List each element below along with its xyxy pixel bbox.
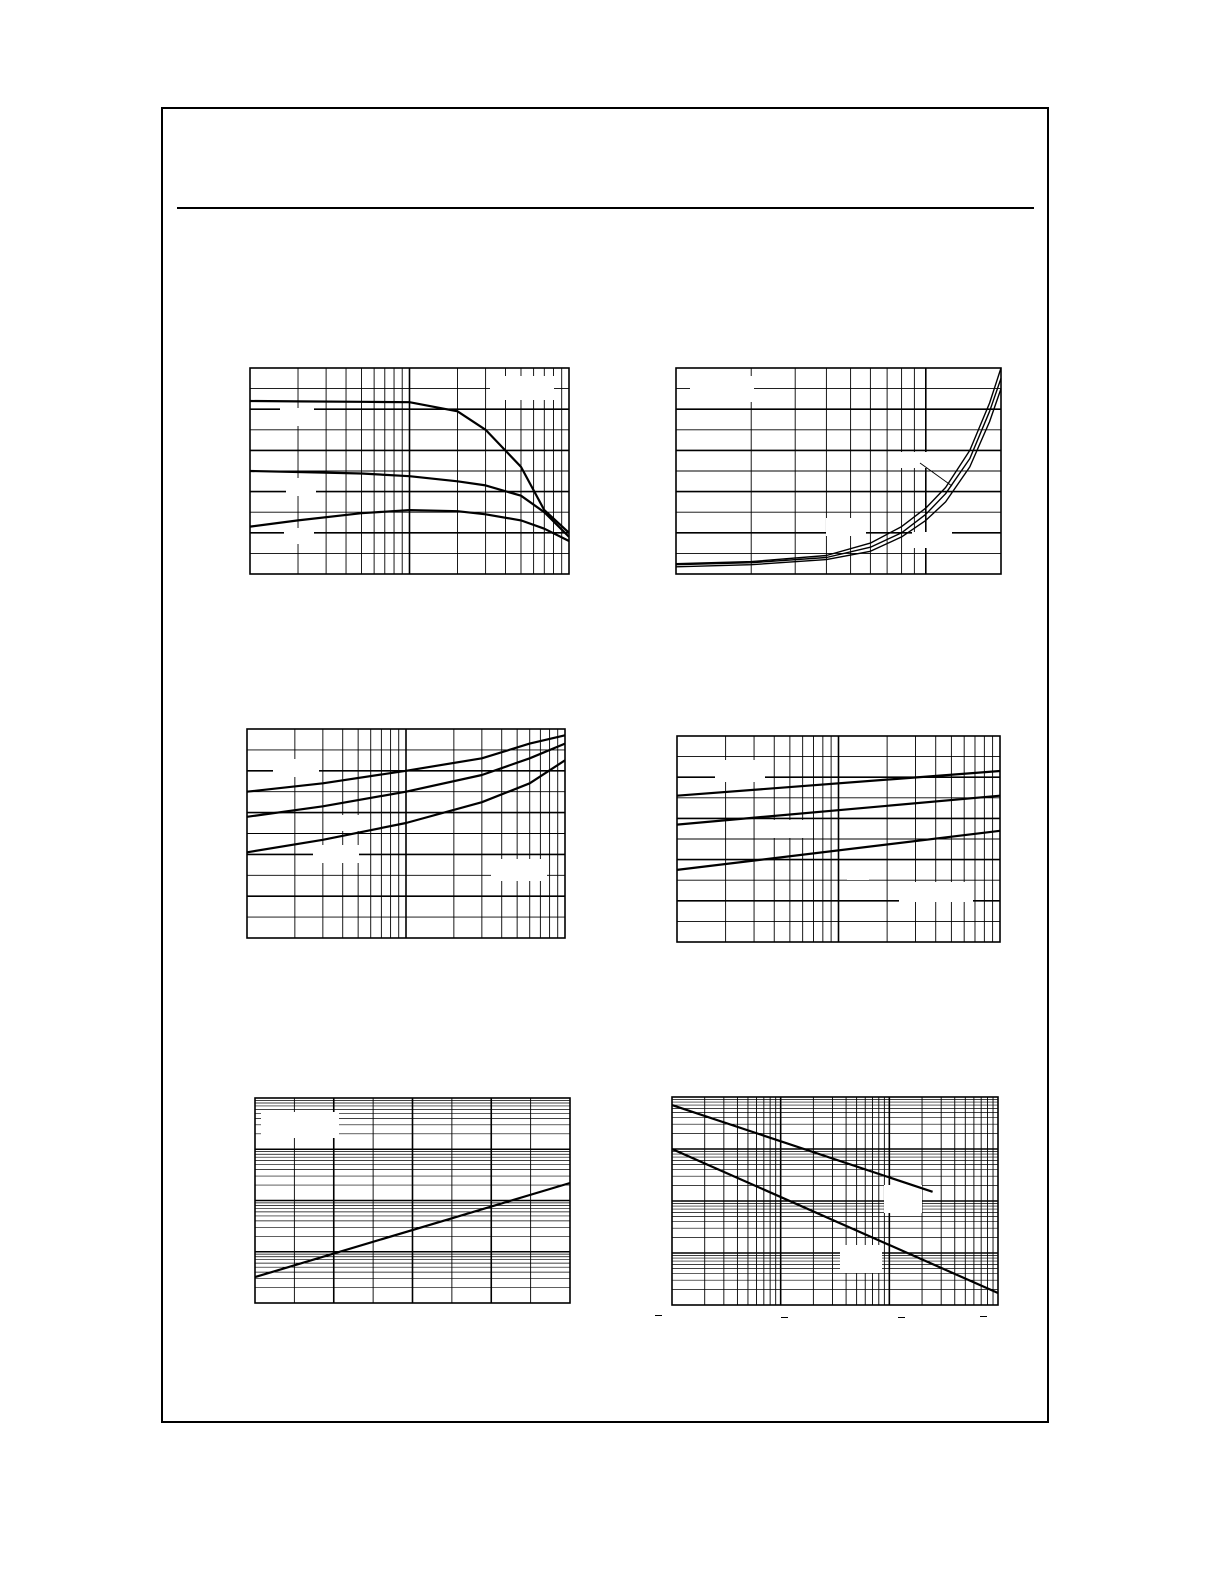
chart-label-box <box>280 408 314 426</box>
chart-label-box <box>826 518 866 536</box>
axis-tick-mark <box>781 1317 788 1318</box>
chart-5 <box>255 1098 570 1303</box>
chart-label-box <box>884 1185 922 1213</box>
chart-6 <box>672 1097 998 1305</box>
chart-label-box <box>840 1245 882 1273</box>
chart-label-box <box>690 376 754 402</box>
chart-3 <box>247 729 565 938</box>
chart-label-box <box>313 845 359 863</box>
chart-3-plot-area <box>247 729 565 938</box>
chart-2-plot-area <box>676 368 1001 574</box>
chart-6-series-2-line <box>672 1149 998 1293</box>
chart-2 <box>676 368 1001 574</box>
annotation-leader-line <box>920 463 952 486</box>
chart-label-box <box>284 528 314 544</box>
chart-label-box <box>490 376 554 400</box>
chart-label-box <box>715 760 765 782</box>
chart-label-box <box>273 759 319 777</box>
chart-label-box <box>286 478 316 496</box>
axis-tick-mark <box>898 1317 905 1318</box>
chart-label-box <box>899 882 973 902</box>
chart-label-box <box>341 815 367 831</box>
chart-4 <box>677 736 1000 942</box>
chart-label-box <box>261 1112 339 1138</box>
chart-1 <box>250 368 569 574</box>
chart-6-plot-area <box>672 1097 998 1305</box>
chart-label-box <box>765 820 805 838</box>
axis-tick-mark <box>980 1316 987 1317</box>
chart-label-box <box>912 532 952 548</box>
chart-5-plot-area <box>255 1098 570 1303</box>
chart-4-plot-area <box>677 736 1000 942</box>
header-rule <box>177 207 1034 209</box>
chart-2-series-2-line <box>676 378 1001 564</box>
axis-tick-mark <box>655 1315 662 1316</box>
chart-label-box <box>847 866 869 880</box>
chart-1-plot-area <box>250 368 569 574</box>
chart-label-box <box>491 859 547 881</box>
